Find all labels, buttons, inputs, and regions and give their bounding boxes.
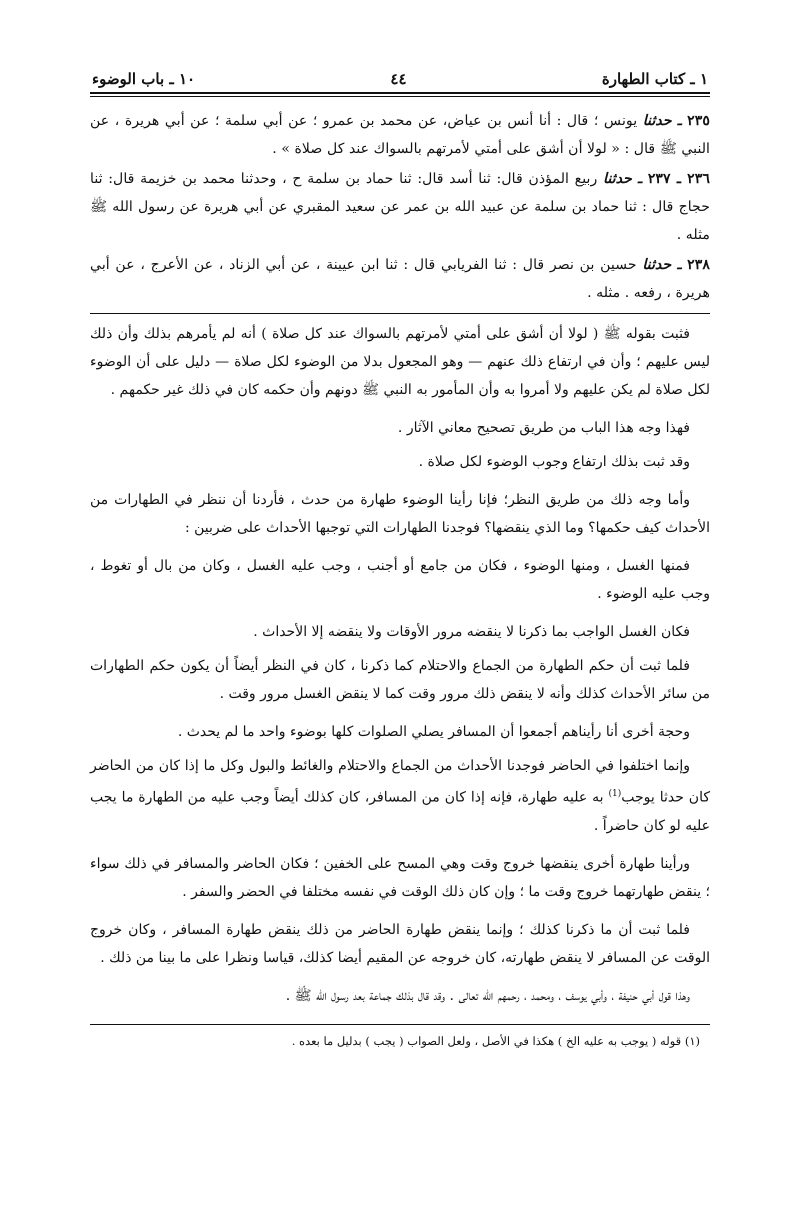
hadith-number: ٢٣٦ ـ ٢٣٧ [647,171,710,187]
paragraph-2: فهذا وجه هذا الباب من طريق تصحيح معاني الآثار . [397,420,690,436]
paragraph-11: فلما ثبت أن ما ذكرنا كذلك ؛ وإنما ينقض طهارة الحاضر من ذلك ينقض طهارة المسافر ، وكان خروج الوقت عن المسافر لا ينقض طهارته، كان خروجه عن المقيم أيضا كذلك، قياسا ونظرا على ما بينا من ذلك . [90,921,710,966]
paragraph-8: وحجة أخرى أنا رأيناهم أجمعوا أن المسافر يصلي الصلوات كلها بوضوء واحد ما لم يحدث . [177,724,690,740]
paragraph-9 [90,752,710,840]
paragraph-5: فمنها الغسل ، ومنها الوضوء ، فكان من جامع أو أجنب ، وجب عليه الغسل ، وكان من بال أو تغوط ، وجب عليه الوضوء . [90,558,710,602]
header-rule [90,96,710,97]
hadith-lead: ـ حدثنا [642,257,682,273]
section-divider [90,313,710,314]
paragraph-12: وهذا قول أبي حنيفة ، وأبي يوسف ، ومحمد ، رحمهم الله تعالى . وقد قال بذلك جماعة بعد رسول الله ﷺ . [285,987,690,1004]
paragraph-7: فلما ثبت أن حكم الطهارة من الجماع والاحتلام كما ذكرنا ، كان في النظر أيضاً أن يكون حكم الطهارات من سائر الأحداث كذلك وأنه لا ينقض ذلك مرور وقت كما لا ينقض الغسل مرور وقت . [90,658,710,702]
paragraph-4: وأما وجه ذلك من طريق النظر؛ فإنا رأينا الوضوء طهارة من حدث ، فأردنا أن ننظر في الطهارات من الأحداث كيف حكمها؟ وما الذي ينقضها؟ فوجدنا الطهارات التي توجبها الأحداث على ضربين : [90,492,710,536]
paragraph-9-text-a: وإنما اختلفوا في الحاضر فوجدنا الأحداث من الجماع والاحتلام والغائط والبول وكل ما إذا كان من الحاضر كان حدثا يوجب [90,758,711,806]
hadith-235 [90,107,710,163]
running-header [90,70,710,94]
paragraph-6: فكان الغسل الواجب بما ذكرنا لا ينقضه مرور الأوقات ولا ينقضه إلا الأحداث . [253,624,690,640]
header-chapter-title: ١٠ ـ باب الوضوء [92,70,196,88]
hadith-number: ٢٣٥ [687,113,711,129]
paragraph-10: ورأينا طهارة أخرى ينقضها خروج وقت وهي المسح على الخفين ؛ فكان الحاضر والمسافر في ذلك سواء ؛ ينقض طهارتهما خروج وقت ما ؛ وإن كان ذلك الوقت في نفسه مختلفا في الحضر والسفر . [90,855,710,900]
document-page [90,70,710,1051]
hadith-lead: ـ حدثنا [603,171,643,187]
hadith-238 [90,251,710,307]
paragraph-3: وقد ثبت بذلك ارتفاع وجوب الوضوء لكل صلاة . [418,454,690,470]
page-number: ٤٤ [390,70,407,88]
hadith-text: يونس ؛ قال : أنا أنس بن عياض، عن محمد بن عمرو ؛ عن أبي سلمة ؛ عن أبي هريرة ، عن النبي ﷺ قال : « لولا أن أشق على أمتي لأمرتهم بالسواك عند كل صلاة » . [90,113,710,157]
hadith-text: حسين بن نصر قال : ثنا الفريابي قال : ثنا ابن عيينة ، عن أبي الزناد ، عن الأعرج ، عن أبي هريرة ، رفعه . مثله . [90,257,710,301]
header-book-title: ١ ـ كتاب الطهارة [601,70,708,88]
paragraph-9-text-b: به عليه طهارة، فإنه إذا كان من المسافر، كان كذلك أيضاً وجب عليه من الطهارة ما يجب عليه لو كان حاضراً . [90,789,710,834]
hadith-text: ربيع المؤذن قال: ثنا أسد قال: ثنا حماد بن سلمة ح ، وحدثنا محمد بن خزيمة قال: ثنا حجاج قال : ثنا حماد بن سلمة عن عبيد الله بن عمر عن سعيد المقبري عن أبي هريرة عن رسول الله ﷺ مثله . [90,171,710,243]
hadith-lead: ـ حدثنا [642,113,682,129]
paragraph-1: فثبت بقوله ﷺ ( لولا أن أشق على أمتي لأمرتهم بالسواك عند كل صلاة ) أنه لم يأمرهم بذلك وأن ذلك ليس عليهم ؛ وأن في ارتفاع ذلك عنهم — وهو المجعول بدلا من الوضوء لكل صلاة — دليل على أن الوضوء لكل صلاة لم يكن عليهم ولا أمروا به وأن المأمور به النبي ﷺ دونهم وأن حكمه كان في ذلك غير حكمهم . [90,326,710,398]
hadith-number: ٢٣٨ [687,257,710,273]
footnote: (١) قوله ( يوجب به عليه الخ ) هكذا في الأصل ، ولعل الصواب ( يجب ) بدليل ما بعده . [291,1033,700,1048]
hadith-236-237 [90,165,710,249]
footnote-marker: (1) [608,789,622,799]
footnote-rule [90,1024,710,1025]
